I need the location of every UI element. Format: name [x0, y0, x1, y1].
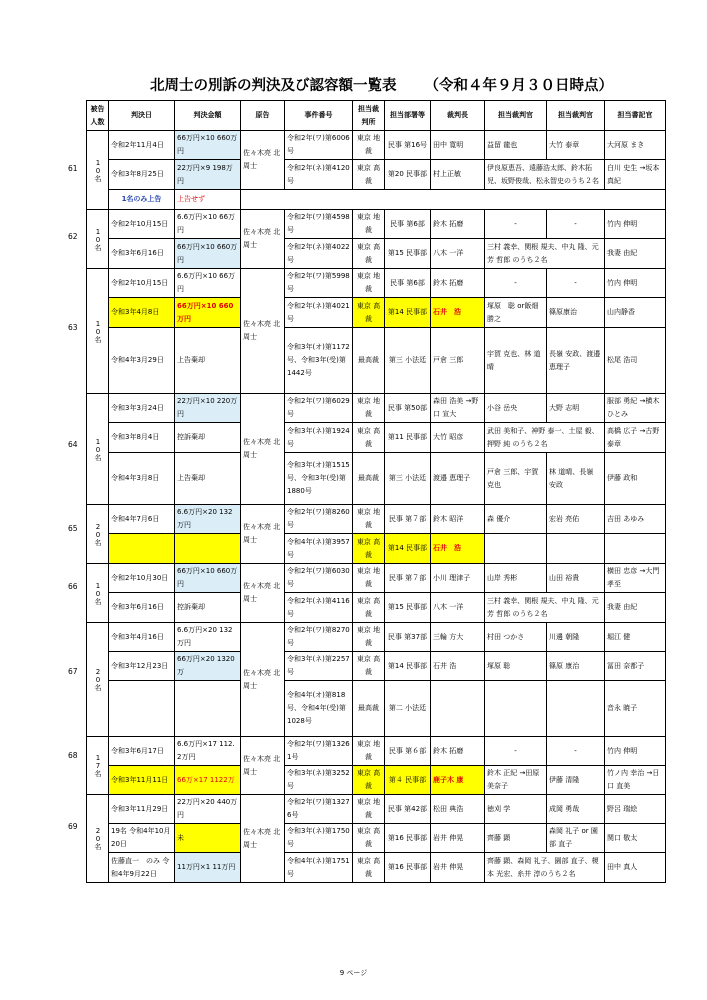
table-row	[87, 453, 666, 505]
court-cell: 東京 高裁	[353, 160, 385, 190]
department-cell: 民事 第42部	[385, 795, 431, 824]
judge-2-cell: -	[547, 737, 605, 766]
judge-2-cell: 山田 裕貴	[547, 564, 605, 593]
clerk-cell: 松尾 浩司	[605, 328, 666, 394]
clerk-cell: 竹内 伸明	[605, 210, 666, 239]
group-number: 61	[68, 163, 78, 173]
group-number: 65	[68, 523, 78, 533]
case-number-cell: 令和3年(ネ)第3252号	[285, 766, 353, 795]
court-cell: 東京 高裁	[353, 766, 385, 795]
judgment-date-cell: 令和3年4月8日	[109, 298, 175, 328]
presiding-judge-cell: 鈴木 昭洋	[431, 505, 485, 534]
table-row	[87, 853, 666, 883]
header-judge-1: 担当裁判官	[485, 101, 547, 131]
title-date: （令和４年９月３０日時点）	[424, 78, 613, 94]
presiding-judge-cell: 渡邉 恵理子	[431, 453, 485, 505]
clerk-cell: 山内静香	[605, 298, 666, 328]
group-number: 67	[68, 666, 78, 676]
judge-1-cell: 徳刈 学	[485, 795, 547, 824]
judgment-date-cell: 令和3年11月29日	[109, 795, 175, 824]
judgment-amount-cell: 6.6万円×20 132万円	[175, 623, 241, 652]
presiding-judge-cell: 鹿子木 康	[431, 766, 485, 795]
department-cell: 第15 民事部	[385, 239, 431, 269]
case-number-cell: 令和2年(ワ)第6006号	[285, 131, 353, 160]
judgment-table	[86, 100, 666, 883]
judgment-date-cell: 令和2年10月30日	[109, 564, 175, 593]
judge-1-cell: -	[485, 269, 547, 298]
court-cell: 東京 地裁	[353, 394, 385, 423]
presiding-judge-cell: 石井 浩	[431, 652, 485, 681]
court-cell: 東京 高裁	[353, 652, 385, 681]
judgment-date-cell: 令和3年8月25日	[109, 160, 175, 190]
department-cell: 第14 民事部	[385, 534, 431, 564]
judge-2-cell: 川邊 朝隆	[547, 623, 605, 652]
judge-2-cell: 篠原康治	[547, 298, 605, 328]
clerk-cell: 我妻 由紀	[605, 239, 666, 269]
header-judgment-date: 判決日	[109, 101, 175, 131]
judge-1-cell: 山岸 秀彬	[485, 564, 547, 593]
amount-cell: 上告せず	[175, 190, 241, 210]
page-title: 北周士の別訴の判決及び認容額一覧表 （令和４年９月３０日時点）	[150, 78, 613, 94]
court-cell: 東京 高裁	[353, 298, 385, 328]
court-cell: 最高裁	[353, 681, 385, 737]
judge-2-cell: 森岡 礼子 or 園部 直子	[547, 824, 605, 853]
table-row	[87, 824, 666, 853]
table-row	[87, 394, 666, 423]
department-cell: 民事 第６部	[385, 737, 431, 766]
case-number-cell: 令和3年(ネ)第1750号	[285, 824, 353, 853]
clerk-cell: 伊藤 政和	[605, 453, 666, 505]
judgment-date-cell: 令和3年6月16日	[109, 239, 175, 269]
table-row	[87, 681, 666, 737]
judgment-amount-cell: 22万円×10 220万円	[175, 394, 241, 423]
defendant-count-cell: 10名	[87, 131, 109, 210]
department-cell: 第14 民事部	[385, 652, 431, 681]
case-number-cell: 令和3年(オ)第1515号、令和3年(受)第1880号	[285, 453, 353, 505]
judgment-amount-cell: 6.6万円×10 66万円	[175, 210, 241, 239]
group-number: 69	[68, 821, 78, 831]
judgment-date-cell: 令和3年11月11日	[109, 766, 175, 795]
court-cell: 東京 高裁	[353, 824, 385, 853]
group-number: 63	[68, 322, 78, 332]
judgment-amount-cell: 66万円×10 660万円	[175, 239, 241, 269]
plaintiff-cell: 佐々木亮 北周士	[241, 795, 285, 883]
case-number-cell: 令和2年(ワ)第13261号	[285, 737, 353, 766]
clerk-cell: 竹内 伸明	[605, 269, 666, 298]
judge-1-cell: 塚原 聡 or飯畑勝之	[485, 298, 547, 328]
case-number-cell: 令和2年(ワ)第8260号	[285, 505, 353, 534]
judge-2-cell: 篠原 康治	[547, 652, 605, 681]
presiding-judge-cell: 石井 浩	[431, 298, 485, 328]
plaintiff-cell: 佐々木亮 北周士	[241, 505, 285, 564]
defendant-count-cell: 20名	[87, 505, 109, 564]
table-row	[87, 239, 666, 269]
header-plaintiff: 原告	[241, 101, 285, 131]
judge-2-cell	[547, 534, 605, 564]
judge-1-cell: 村田 つかさ	[485, 623, 547, 652]
judgment-date-cell: 令和2年10月15日	[109, 210, 175, 239]
case-number-cell: 令和2年(ネ)第4116号	[285, 593, 353, 623]
judge-1-cell: 鈴木 正紀 →田原美奈子	[485, 766, 547, 795]
judges-cell: 武田 美和子、神野 泰一、土屋 毅、押野 純 のうち２名	[485, 423, 605, 453]
court-cell: 東京 地裁	[353, 795, 385, 824]
department-cell: 民事 第6部	[385, 269, 431, 298]
table-row	[87, 737, 666, 766]
department-cell: 第三 小法廷	[385, 328, 431, 394]
plaintiff-cell: 佐々木亮 北周士	[241, 269, 285, 394]
judgment-amount-cell: 控訴棄却	[175, 423, 241, 453]
plaintiff-cell: 佐々木亮 北周士	[241, 394, 285, 505]
case-number-cell: 令和2年(ワ)第13276号	[285, 795, 353, 824]
court-cell: 東京 地裁	[353, 210, 385, 239]
judge-2-cell: -	[547, 210, 605, 239]
table-row	[87, 766, 666, 795]
department-cell: 第14 民事部	[385, 298, 431, 328]
presiding-judge-cell: 八木 一洋	[431, 239, 485, 269]
court-cell: 東京 地裁	[353, 269, 385, 298]
table-row	[87, 160, 666, 190]
defendant-count-cell: 17名	[87, 737, 109, 795]
court-cell: 東京 高裁	[353, 534, 385, 564]
note-cell: 1名のみ上告	[109, 190, 175, 210]
judgment-date-cell: 令和3年6月17日	[109, 737, 175, 766]
judge-1-cell: 小谷 岳央	[485, 394, 547, 423]
presiding-judge-cell: 森田 浩美 →野口 宣大	[431, 394, 485, 423]
court-cell: 東京 高裁	[353, 593, 385, 623]
case-number-cell: 令和2年(ネ)第4021号	[285, 298, 353, 328]
table-row	[87, 623, 666, 652]
court-cell: 東京 地裁	[353, 564, 385, 593]
judgment-date-cell: 令和3年4月16日	[109, 623, 175, 652]
case-number-cell: 令和3年(ネ)第2257号	[285, 652, 353, 681]
court-cell: 東京 高裁	[353, 423, 385, 453]
table-row	[87, 190, 666, 210]
court-cell: 東京 地裁	[353, 505, 385, 534]
table-row	[87, 423, 666, 453]
judgment-date-cell: 令和2年11月4日	[109, 131, 175, 160]
group-number: 64	[68, 439, 78, 449]
judge-2-cell: 大野 志明	[547, 394, 605, 423]
judge-1-cell	[485, 681, 547, 737]
department-cell: 民事 第6部	[385, 210, 431, 239]
judgment-amount-cell: 66万円×10 660万円	[175, 131, 241, 160]
case-number-cell: 令和4年(オ)第818号、令和4年(受)第1028号	[285, 681, 353, 737]
defendant-count-cell: 20名	[87, 623, 109, 737]
clerk-cell: 服部 勇紀 →横木 ひとみ	[605, 394, 666, 423]
judgment-amount-cell: 11万円×1 11万円	[175, 853, 241, 883]
judgment-amount-cell: 上告棄却	[175, 328, 241, 394]
header-court: 担当裁判所	[353, 101, 385, 131]
defendant-count-cell: 10名	[87, 564, 109, 623]
judgment-amount-cell: 控訴棄却	[175, 593, 241, 623]
header-clerk: 担当書記官	[605, 101, 666, 131]
case-number-cell: 令和4年(ネ)第1751号	[285, 853, 353, 883]
group-number: 66	[68, 581, 78, 591]
case-number-cell: 令和2年(ワ)第6029号	[285, 394, 353, 423]
judgment-date-cell	[109, 534, 175, 564]
case-number-cell: 令和2年(ワ)第4598号	[285, 210, 353, 239]
case-number-cell: 令和2年(ネ)第4022号	[285, 239, 353, 269]
presiding-judge-cell: 鈴木 拓磨	[431, 737, 485, 766]
table-row	[87, 269, 666, 298]
judgment-date-cell: 令和4年7月6日	[109, 505, 175, 534]
department-cell: 第20 民事部	[385, 160, 431, 190]
judgment-date-cell: 令和4年3月8日	[109, 453, 175, 505]
clerk-cell: 関口 敬太	[605, 824, 666, 853]
judge-1-cell: 森 優介	[485, 505, 547, 534]
judgment-amount-cell	[175, 534, 241, 564]
clerk-cell: 野呂 瑞絵	[605, 795, 666, 824]
defendant-count-cell: 10名	[87, 269, 109, 394]
court-cell: 最高裁	[353, 453, 385, 505]
judgment-date-cell: 令和3年12月23日	[109, 652, 175, 681]
presiding-judge-cell: 松田 典浩	[431, 795, 485, 824]
plaintiff-cell: 佐々木亮 北周士	[241, 131, 285, 190]
header-department: 担当部署等	[385, 101, 431, 131]
judgment-date-cell: 令和4年3月29日	[109, 328, 175, 394]
plaintiff-cell: 佐々木亮 北周士	[241, 623, 285, 737]
clerk-cell: 大河原 まき	[605, 131, 666, 160]
presiding-judge-cell: 岩井 伸晃	[431, 853, 485, 883]
clerk-cell: 我妻 由紀	[605, 593, 666, 623]
department-cell: 第11 民事部	[385, 423, 431, 453]
judgment-amount-cell: 6.6万円×17 112.2万円	[175, 737, 241, 766]
clerk-cell: 竹内 伸明	[605, 737, 666, 766]
group-number: 68	[68, 750, 78, 760]
defendant-count-cell: 10名	[87, 210, 109, 269]
judge-2-cell: 大竹 泰章	[547, 131, 605, 160]
table-row	[87, 534, 666, 564]
judgment-amount-cell: 66万円×10 660万円	[175, 298, 241, 328]
judgment-amount-cell: 6.6万円×20 132万円	[175, 505, 241, 534]
department-cell: 第16 民事部	[385, 824, 431, 853]
case-number-cell: 令和3年(ネ)第1924号	[285, 423, 353, 453]
judges-cell: 伊良原恵吾、遠藤浩太郎、鈴木拓児、坂野俊哉、松永智史のうち２名	[485, 160, 605, 190]
header-judgment-amount: 判決金額	[175, 101, 241, 131]
plaintiff-cell: 佐々木亮 北周士	[241, 564, 285, 623]
defendant-count-cell: 10名	[87, 394, 109, 505]
judge-1-cell: 益留 龍也	[485, 131, 547, 160]
clerk-cell: 横田 忠彦 →大門 孝至	[605, 564, 666, 593]
judgment-date-cell	[109, 681, 175, 737]
judge-2-cell: -	[547, 269, 605, 298]
department-cell: 第16 民事部	[385, 853, 431, 883]
department-cell: 民事 第16号	[385, 131, 431, 160]
judge-2-cell: 林 道晴、長嶺 安政	[547, 453, 605, 505]
judge-1-cell	[485, 534, 547, 564]
judge-1-cell: -	[485, 210, 547, 239]
court-cell: 東京 高裁	[353, 239, 385, 269]
judgment-amount-cell: 22万円×20 440万円	[175, 795, 241, 824]
judge-1-cell: -	[485, 737, 547, 766]
table-row	[87, 328, 666, 394]
department-cell: 第二 小法廷	[385, 681, 431, 737]
clerk-cell: 白川 史生 →坂本 真紀	[605, 160, 666, 190]
presiding-judge-cell: 鈴木 拓磨	[431, 269, 485, 298]
clerk-cell	[605, 534, 666, 564]
clerk-cell: 高橋 広子 →古野 泰章	[605, 423, 666, 453]
presiding-judge-cell: 鈴木 拓磨	[431, 210, 485, 239]
judgment-date-cell: 令和3年3月24日	[109, 394, 175, 423]
judge-2-cell: 成岡 勇哉	[547, 795, 605, 824]
presiding-judge-cell: 岩井 伸晃	[431, 824, 485, 853]
clerk-cell: 吉田 あゆみ	[605, 505, 666, 534]
department-cell: 民事 第37部	[385, 623, 431, 652]
judges-cell: 三村 義幸、関根 規夫、中丸 隆、元芳 哲郎 のうち２名	[485, 239, 605, 269]
judgment-amount-cell: 6.6万円×10 66万円	[175, 269, 241, 298]
department-cell: 第４ 民事部	[385, 766, 431, 795]
clerk-cell: 堀江 健	[605, 623, 666, 652]
judgment-amount-cell	[175, 681, 241, 737]
presiding-judge-cell: 石井 浩	[431, 534, 485, 564]
presiding-judge-cell: 戸倉 三郎	[431, 328, 485, 394]
case-number-cell: 令和4年(ネ)第3957号	[285, 534, 353, 564]
department-cell: 民事 第50部	[385, 394, 431, 423]
page-number: 9 ページ	[339, 969, 368, 977]
plaintiff-cell: 佐々木亮 北周士	[241, 737, 285, 795]
presiding-judge-cell: 小川 理津子	[431, 564, 485, 593]
clerk-cell: 音永 暁子	[605, 681, 666, 737]
judgment-date-cell: 令和3年8月4日	[109, 423, 175, 453]
court-cell: 東京 地裁	[353, 737, 385, 766]
clerk-cell: 冨田 奈都子	[605, 652, 666, 681]
group-number: 62	[68, 231, 78, 241]
court-cell: 東京 地裁	[353, 623, 385, 652]
case-number-cell: 令和2年(ワ)第5998号	[285, 269, 353, 298]
clerk-cell: 田中 真人	[605, 853, 666, 883]
judge-2-cell: 長嶺 安政、渡邉 恵理子	[547, 328, 605, 394]
header-defendant-count: 被告人数	[87, 101, 109, 131]
case-number-cell: 令和2年(ワ)第8270号	[285, 623, 353, 652]
judgment-amount-cell: 66万円×20 1320万	[175, 652, 241, 681]
judge-1-cell: 塚原 聡	[485, 652, 547, 681]
table-row	[87, 564, 666, 593]
court-cell: 東京 高裁	[353, 853, 385, 883]
department-cell: 民事 第７部	[385, 564, 431, 593]
presiding-judge-cell: 八木 一洋	[431, 593, 485, 623]
table-row	[87, 652, 666, 681]
table-row	[87, 298, 666, 328]
department-cell: 民事 第７部	[385, 505, 431, 534]
judgment-date-cell: 令和3年6月16日	[109, 593, 175, 623]
judgment-date-cell: 令和2年10月15日	[109, 269, 175, 298]
empty-cell	[241, 190, 666, 210]
judges-cell: 三村 義幸、関根 規夫、中丸 隆、元芳 哲郎 のうち２名	[485, 593, 605, 623]
clerk-cell: 竹ノ内 幸治 →日口 直美	[605, 766, 666, 795]
presiding-judge-cell: 田中 寛明	[431, 131, 485, 160]
table-row	[87, 210, 666, 239]
judge-2-cell	[547, 681, 605, 737]
header-judge-2: 担当裁判官	[547, 101, 605, 131]
judge-1-cell: 宇賀 克也、林 道晴	[485, 328, 547, 394]
judge-2-cell: 宏岩 亮佑	[547, 505, 605, 534]
header-row	[87, 101, 666, 131]
judge-1-cell: 戸倉 三郎、宇賀 克也	[485, 453, 547, 505]
case-number-cell: 令和3年(オ)第1172号、令和3年(受)第1442号	[285, 328, 353, 394]
judgment-date-cell: 19名 令和4年10月20日	[109, 824, 175, 853]
table-row	[87, 505, 666, 534]
table-row	[87, 593, 666, 623]
case-number-cell: 令和2年(ネ)第4120号	[285, 160, 353, 190]
table-row	[87, 795, 666, 824]
header-presiding-judge: 裁判長	[431, 101, 485, 131]
judgment-amount-cell: 未	[175, 824, 241, 853]
defendant-count-cell: 20名	[87, 795, 109, 883]
judgment-amount-cell: 66万×17 1122万	[175, 766, 241, 795]
judgment-amount-cell: 66万円×10 660万円	[175, 564, 241, 593]
presiding-judge-cell: 大竹 昭彦	[431, 423, 485, 453]
presiding-judge-cell: 三輪 方大	[431, 623, 485, 652]
case-number-cell: 令和2年(ワ)第6030号	[285, 564, 353, 593]
court-cell: 東京 地裁	[353, 131, 385, 160]
judgment-amount-cell: 22万円×9 198万円	[175, 160, 241, 190]
department-cell: 第三 小法廷	[385, 453, 431, 505]
judge-2-cell: 伊藤 清隆	[547, 766, 605, 795]
department-cell: 第15 民事部	[385, 593, 431, 623]
table-row	[87, 131, 666, 160]
plaintiff-cell: 佐々木亮 北周士	[241, 210, 285, 269]
judgment-amount-cell: 上告棄却	[175, 453, 241, 505]
court-cell: 最高裁	[353, 328, 385, 394]
judgment-date-cell: 佐藤直一 のみ 令和4年9月22日	[109, 853, 175, 883]
presiding-judge-cell	[431, 681, 485, 737]
presiding-judge-cell: 村上正敏	[431, 160, 485, 190]
judges-cell: 齊藤 顕、森岡 礼子、園部 直子、榎本 光宏、糸井 淳のうち２名	[485, 853, 605, 883]
header-case-number: 事件番号	[285, 101, 353, 131]
judge-1-cell: 齊藤 顕	[485, 824, 547, 853]
